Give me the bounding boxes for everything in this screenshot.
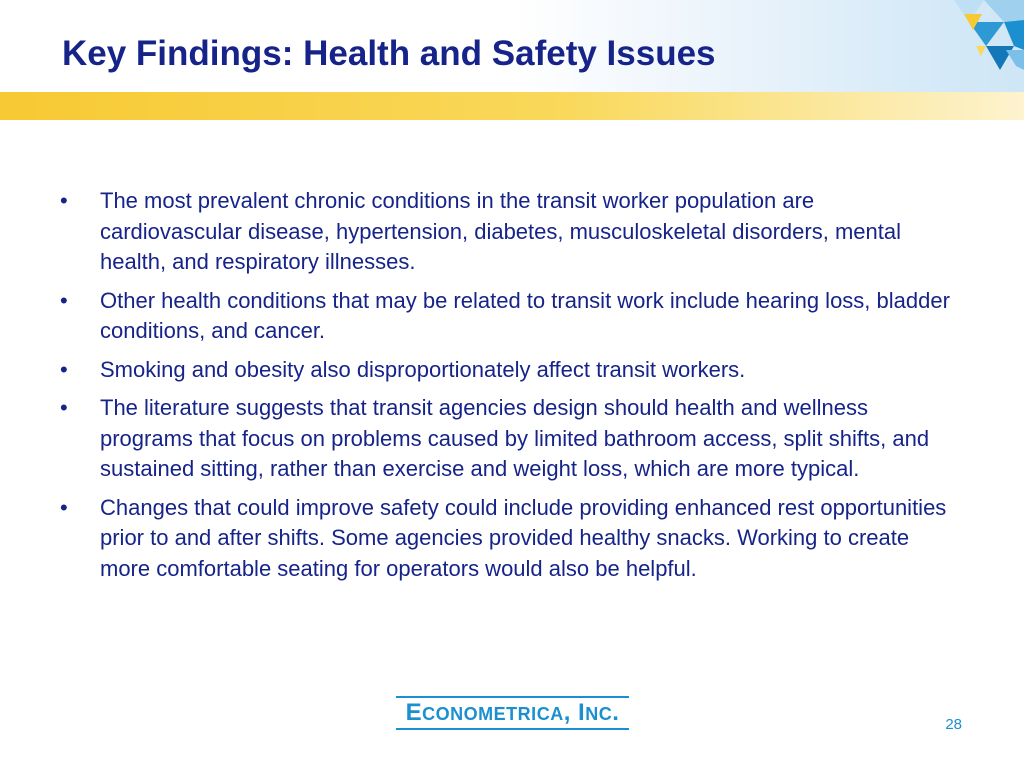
bullet-icon: • bbox=[60, 494, 68, 520]
bullet-item bbox=[60, 355, 960, 386]
company-logo bbox=[396, 696, 629, 730]
bullet-text: Other health conditions that may be related to transit work include hearing loss, bladder conditions, and cancer. bbox=[100, 287, 950, 343]
accent-bar bbox=[0, 92, 1024, 120]
bullet-list bbox=[60, 186, 960, 592]
bullet-text: The most prevalent chronic conditions in the transit worker population are cardiovascular disease, hypertension, diabetes, musculoskeletal disorders, mental health, and respiratory illnesses. bbox=[100, 188, 901, 274]
bullet-text: Smoking and obesity also disproportionately affect transit workers. bbox=[100, 356, 746, 382]
bullet-icon: • bbox=[60, 188, 68, 213]
bullet-text: Changes that could improve safety could include providing enhanced rest opportunities prior to and after shifts. Some agencies provided healthy snacks. Working to create more comfortable seating for operators would also be helpful. bbox=[100, 494, 947, 581]
bullet-item bbox=[60, 393, 960, 485]
corner-triangles-decoration bbox=[924, 0, 1024, 92]
bullet-text: The literature suggests that transit agencies design should health and wellness programs that focus on problems caused by limited bathroom access, split shifts, and sustained sitting, rather than exercise and weight loss, which are more typical. bbox=[100, 395, 930, 481]
bullet-item bbox=[60, 186, 960, 278]
bullet-icon: • bbox=[60, 356, 68, 382]
bullet-item bbox=[60, 493, 960, 585]
bullet-icon: • bbox=[60, 287, 68, 313]
logo-text: ECONOMETRICA, INC. bbox=[405, 699, 620, 726]
bullet-item bbox=[60, 286, 960, 347]
bullet-icon: • bbox=[60, 395, 68, 420]
slide-title: Key Findings: Health and Safety Issues bbox=[62, 34, 716, 73]
page-number: 28 bbox=[945, 716, 962, 733]
logo-bottom-rule bbox=[396, 728, 629, 730]
